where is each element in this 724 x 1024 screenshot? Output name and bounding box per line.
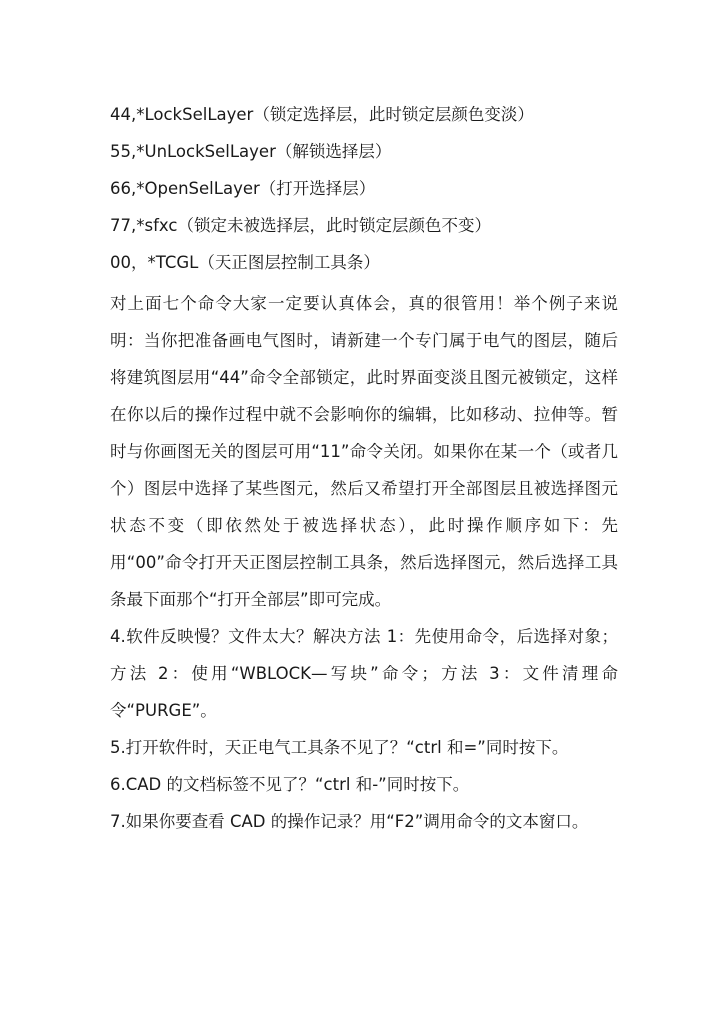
document-body (110, 100, 618, 840)
explanation-paragraph: 对上面七个命令大家一定要认真体会，真的很管用！举个例子来说明：当你把准备画电气图时，请新建一个专门属于电气的图层，随后将建筑图层用“44”命令全部锁定，此时界面变淡且图元被锁定，这样在你以后的操作过程中就不会影响你的编辑，比如移动、拉伸等。暂时与你画图无关的图层可用“11”命令关闭。如果你在某一个（或者几个）图层中选择了某些图元，然后又希望打开全部图层且被选择图元状态不变（即依然处于被选择状态），此时操作顺序如下：先用“00”命令打开天正图层控制工具条，然后选择图元，然后选择工具条最下面那个“打开全部层”即可完成。 (110, 294, 618, 609)
tip-command-history: 7.如果你要查看 CAD 的操作记录？用“F2”调用命令的文本窗口。 (110, 812, 589, 831)
command-line-66: 66,*OpenSelLayer（打开选择层） (110, 179, 376, 198)
command-line-55: 55,*UnLockSelLayer（解锁选择层） (110, 142, 392, 161)
command-line-00: 00，*TCGL（天正图层控制工具条） (110, 253, 380, 272)
command-line-44: 44,*LockSelLayer（锁定选择层，此时锁定层颜色变淡） (110, 105, 534, 124)
tip-missing-toolbar: 5.打开软件时，天正电气工具条不见了？“ctrl 和=”同时按下。 (110, 738, 569, 757)
command-line-77: 77,*sfxc（锁定未被选择层，此时锁定层颜色不变） (110, 216, 491, 235)
tip-slow-software: 4.软件反映慢？文件太大？解决方法 1：先使用命令，后选择对象；方法 2：使用“WBLOCK—写块”命令；方法 3：文件清理命令“PURGE”。 (110, 627, 618, 720)
tip-missing-doc-tabs: 6.CAD 的文档标签不见了？“ctrl 和-”同时按下。 (110, 775, 470, 794)
